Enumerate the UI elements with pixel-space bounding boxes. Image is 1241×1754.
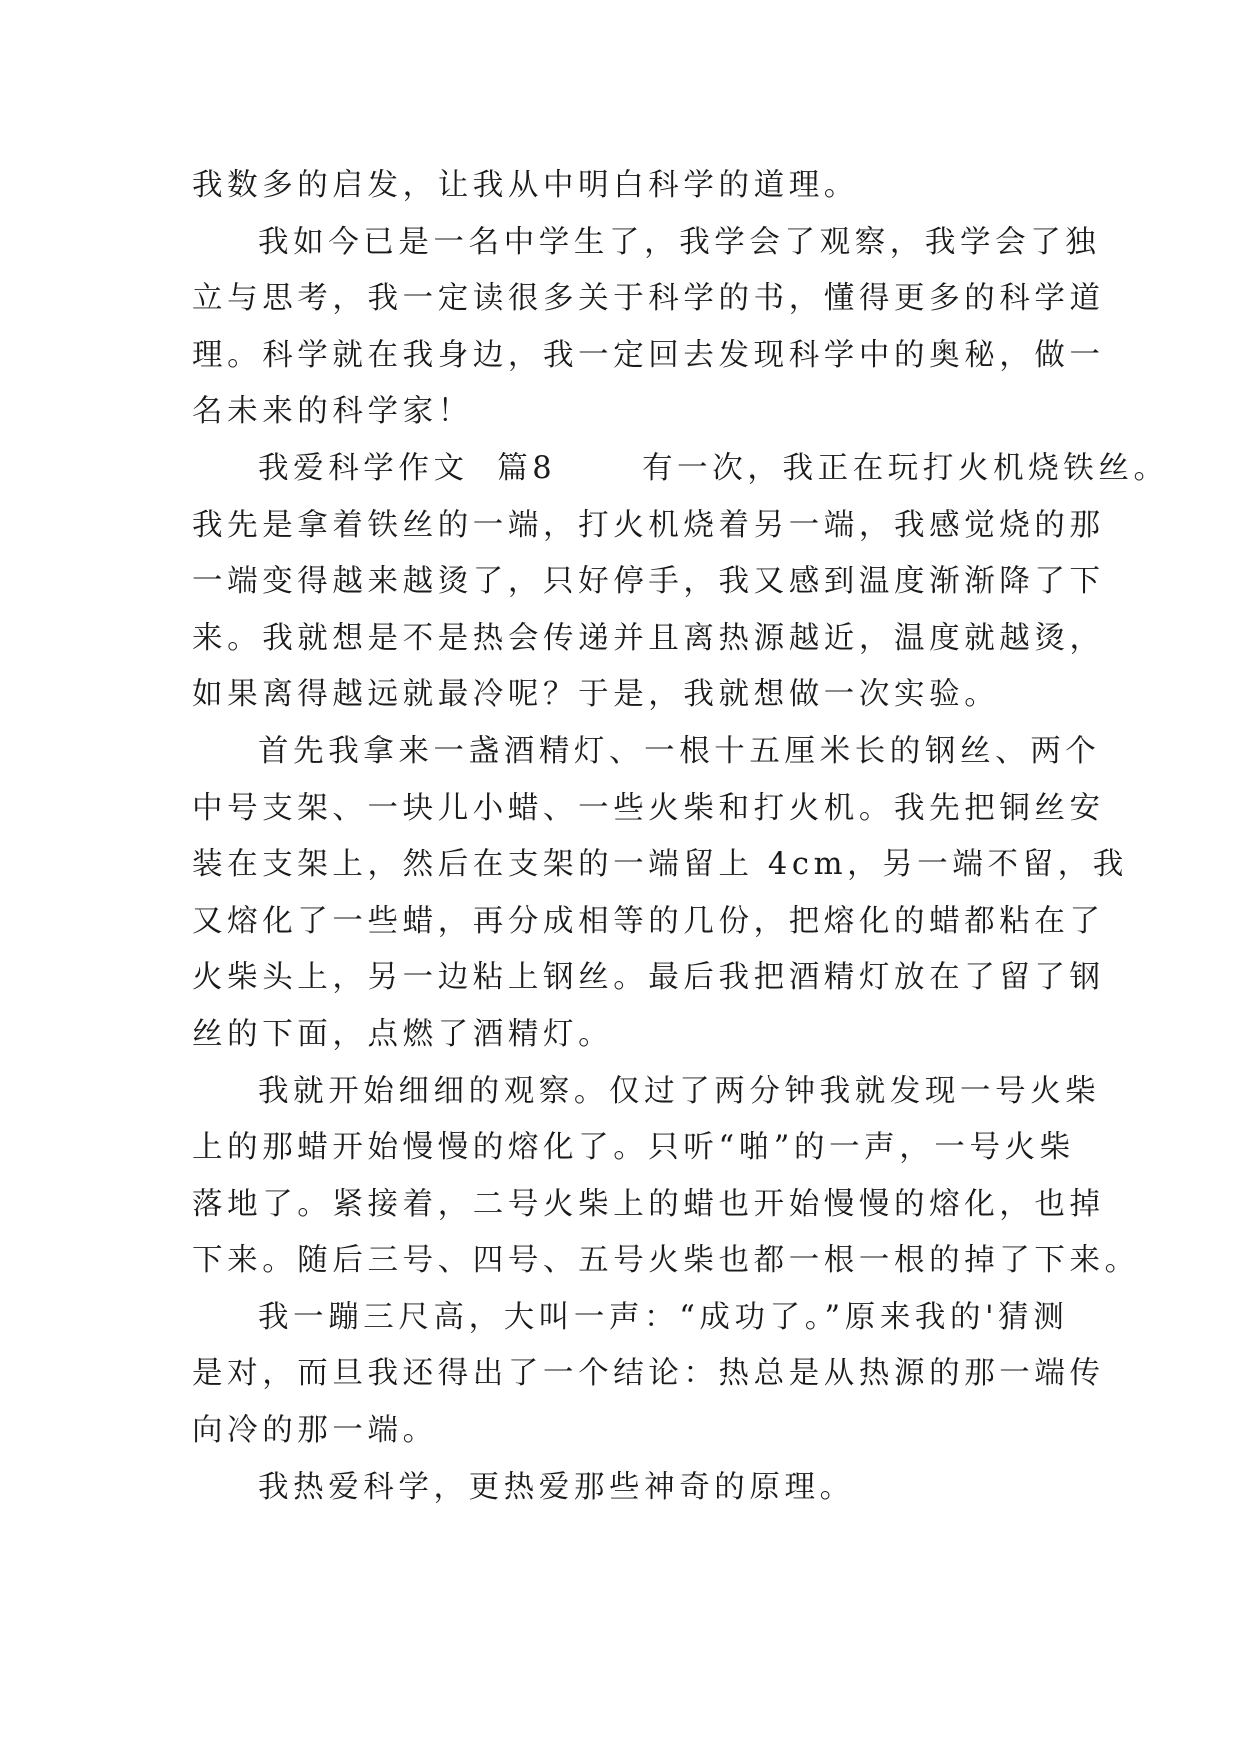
text-line: 中号支架、一块儿小蜡、一些火柴和打火机。我先把铜丝安 (192, 790, 1105, 826)
text-line: 下来。随后三号、四号、五号火柴也都一根一根的掉了下来。 (192, 1243, 1140, 1279)
text-line: 理。科学就在我身边，我一定回去发现科学中的奥秘，做一 (192, 337, 1105, 373)
text-line: 我爱科学作文 篇8 有一次，我正在玩打火机烧铁丝。 (258, 450, 1169, 486)
text-line: 如果离得越远就最冷呢？于是，我就想做一次实验。 (192, 677, 1000, 713)
text-line: 上的那蜡开始慢慢的熔化了。只听“啪”的一声，一号火柴 (192, 1130, 1075, 1166)
text-line: 来。我就想是不是热会传递并且离热源越近，温度就越烫， (192, 620, 1105, 656)
text-line: 立与思考，我一定读很多关于科学的书，懂得更多的科学道 (192, 281, 1105, 317)
text-line: 我热爱科学，更热爱那些神奇的原理。 (258, 1469, 855, 1505)
text-line: 我一蹦三尺高，大叫一声：“成功了。”原来我的'猜测 (258, 1299, 1069, 1335)
text-line: 落地了。紧接着，二号火柴上的蜡也开始慢慢的熔化，也掉 (192, 1186, 1105, 1222)
text-line: 名未来的科学家！ (192, 394, 473, 430)
text-line: 一端变得越来越烫了，只好停手，我又感到温度渐渐降了下 (192, 564, 1105, 600)
text-line: 我数多的启发，让我从中明白科学的道理。 (192, 168, 859, 203)
text-line: 又熔化了一些蜡，再分成相等的几份，把熔化的蜡都粘在了 (192, 903, 1105, 939)
text-line: 首先我拿来一盏酒精灯、一根十五厘米长的钢丝、两个 (258, 733, 1101, 769)
essay-text (192, 158, 1169, 1516)
text-line: 丝的下面，点燃了酒精灯。 (192, 1016, 614, 1052)
text-line: 我先是拿着铁丝的一端，打火机烧着另一端，我感觉烧的那 (192, 507, 1105, 543)
text-line: 向冷的那一端。 (192, 1413, 438, 1449)
text-line: 装在支架上，然后在支架的一端留上 4cm，另一端不留，我 (192, 847, 1128, 883)
text-line: 我如今已是一名中学生了，我学会了观察，我学会了独 (258, 224, 1101, 260)
text-line: 是对，而旦我还得出了一个结论：热总是从热源的那一端传 (192, 1356, 1105, 1392)
text-line: 我就开始细细的观察。仅过了两分钟我就发现一号火柴 (258, 1073, 1101, 1109)
text-line: 火柴头上，另一边粘上钢丝。最后我把酒精灯放在了留了钢 (192, 960, 1105, 996)
